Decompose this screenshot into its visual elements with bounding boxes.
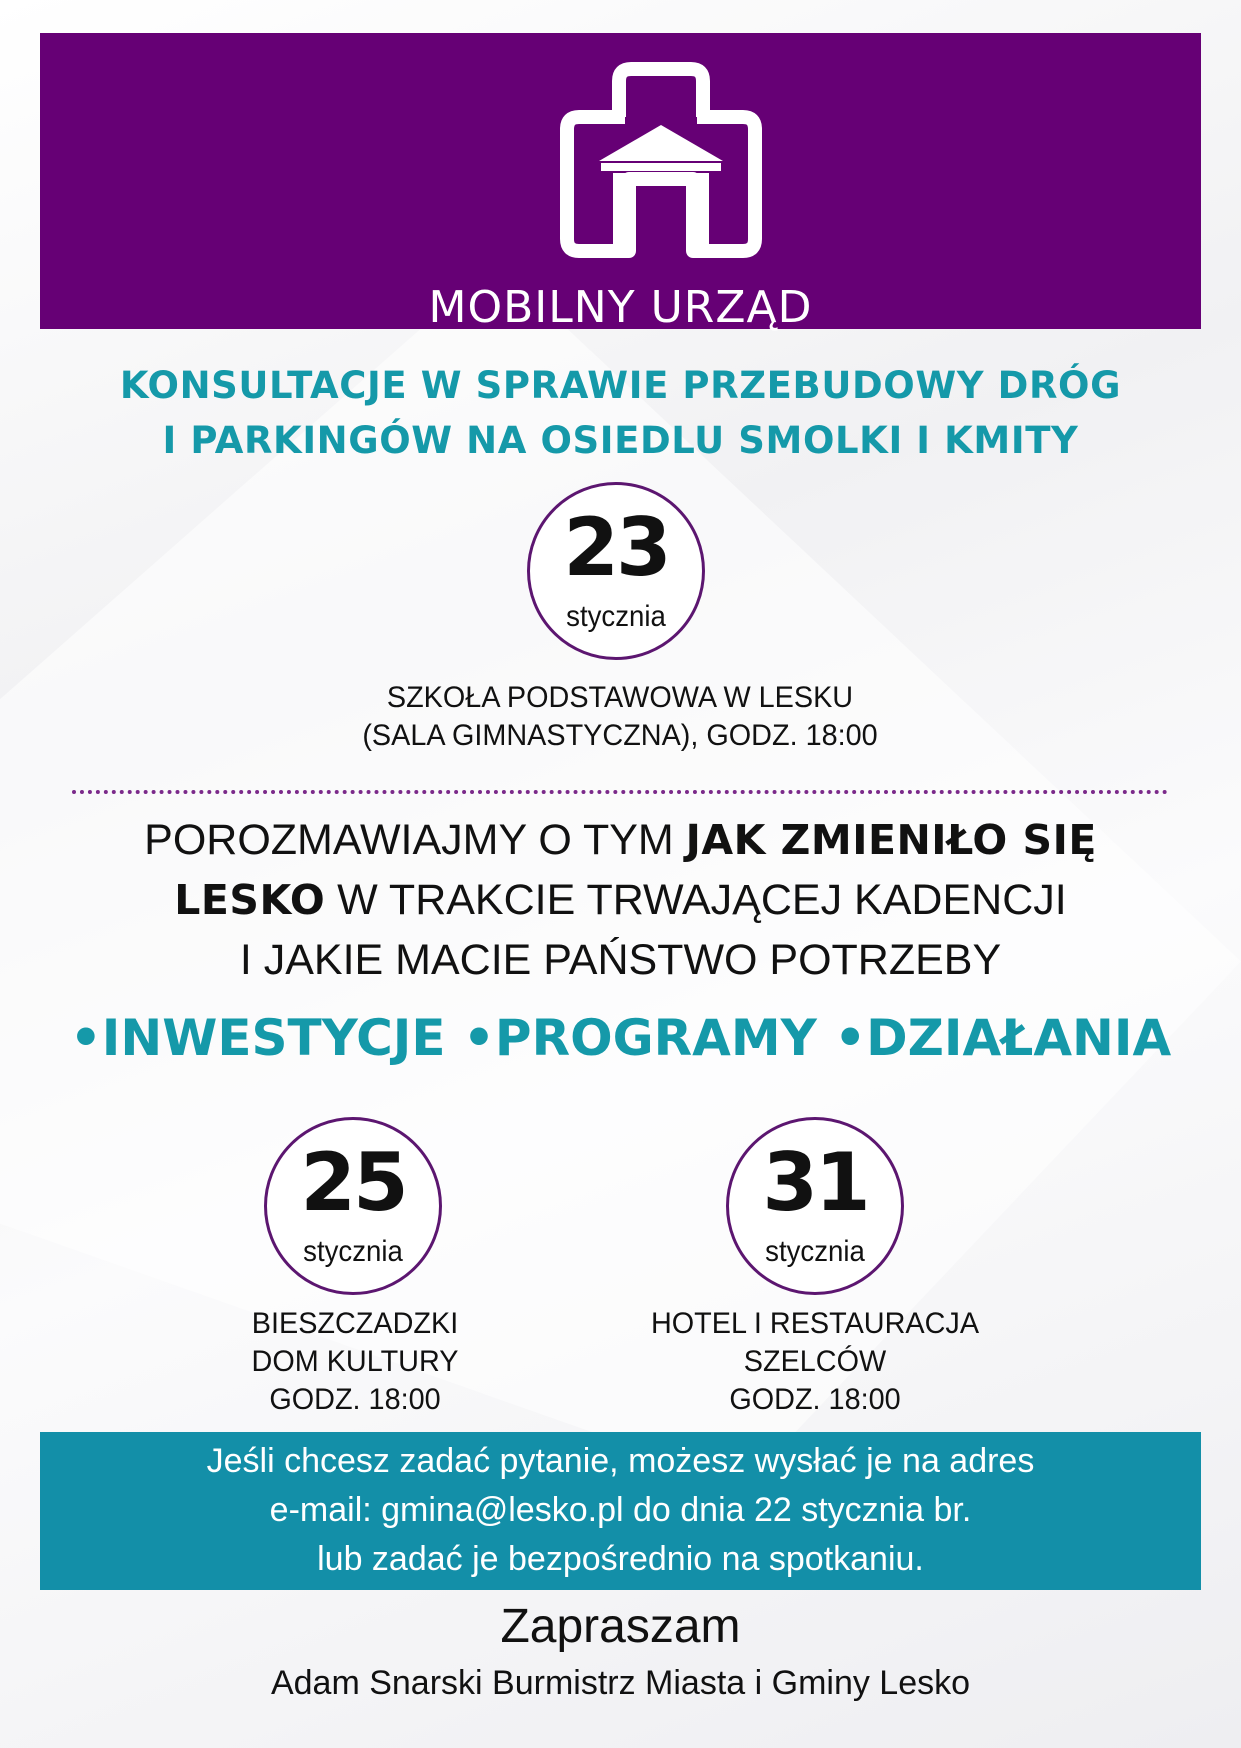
date-badge bbox=[726, 1117, 904, 1295]
date-month: stycznia bbox=[765, 1235, 865, 1268]
venue-line: GODZ. 18:00 bbox=[269, 1383, 441, 1416]
venue-line: (SALA GIMNASTYCZNA), GODZ. 18:00 bbox=[362, 719, 878, 752]
date-badge bbox=[264, 1117, 442, 1295]
date-month: stycznia bbox=[303, 1235, 403, 1268]
question-text bbox=[40, 810, 1201, 990]
question-part: POROZMAWIAJMY O TYM bbox=[144, 816, 686, 864]
venue-line: SZELCÓW bbox=[743, 1345, 887, 1378]
info-line: e-mail: gmina@lesko.pl do dnia 22 stycznia br. bbox=[269, 1491, 972, 1529]
brand-name: MOBILNY URZĄD bbox=[428, 282, 813, 333]
info-box bbox=[40, 1432, 1201, 1590]
event-venue bbox=[284, 679, 956, 755]
date-month: stycznia bbox=[566, 600, 666, 633]
info-line: Jeśli chcesz zadać pytanie, możesz wysłać je na adres bbox=[206, 1442, 1035, 1480]
question-emphasis: LESKO bbox=[174, 876, 326, 924]
header-banner bbox=[40, 33, 1201, 333]
event-venue bbox=[187, 1305, 523, 1419]
headline-line: I PARKINGÓW NA OSIEDLU SMOLKI I KMITY bbox=[162, 419, 1079, 462]
invite-text: Zapraszam bbox=[500, 1600, 741, 1653]
question-line: I JAKIE MACIE PAŃSTWO POTRZEBY bbox=[239, 936, 1002, 984]
dotted-divider bbox=[72, 790, 1168, 794]
date-day: 23 bbox=[563, 501, 669, 594]
briefcase-with-building-icon bbox=[557, 51, 765, 269]
headline bbox=[40, 358, 1201, 468]
event-venue bbox=[609, 1305, 1022, 1419]
venue-line: DOM KULTURY bbox=[251, 1345, 459, 1378]
question-emphasis: JAK ZMIENIŁO SIĘ bbox=[685, 816, 1097, 864]
topic-item: •INWESTYCJE bbox=[69, 1009, 446, 1067]
info-line: lub zadać je bezpośrednio na spotkaniu. bbox=[317, 1540, 924, 1578]
question-line bbox=[40, 870, 1201, 930]
signature: Adam Snarski Burmistrz Miasta i Gminy Lesko bbox=[270, 1664, 971, 1702]
venue-line: HOTEL I RESTAURACJA bbox=[650, 1307, 980, 1340]
venue-line: GODZ. 18:00 bbox=[729, 1383, 901, 1416]
topic-item: •PROGRAMY bbox=[462, 1009, 817, 1067]
question-line bbox=[40, 810, 1201, 870]
date-badge bbox=[527, 482, 705, 660]
topic-item: •DZIAŁANIA bbox=[834, 1009, 1172, 1067]
topics-list bbox=[40, 1005, 1201, 1071]
question-part: W TRAKCIE TRWAJĄCEJ KADENCJI bbox=[325, 876, 1067, 924]
venue-line: BIESZCZADZKI bbox=[251, 1307, 459, 1340]
date-day: 25 bbox=[300, 1136, 406, 1229]
headline-line: KONSULTACJE W SPRAWIE PRZEBUDOWY DRÓG bbox=[119, 364, 1122, 407]
venue-line: SZKOŁA PODSTAWOWA W LESKU bbox=[386, 681, 854, 714]
date-day: 31 bbox=[762, 1136, 868, 1229]
